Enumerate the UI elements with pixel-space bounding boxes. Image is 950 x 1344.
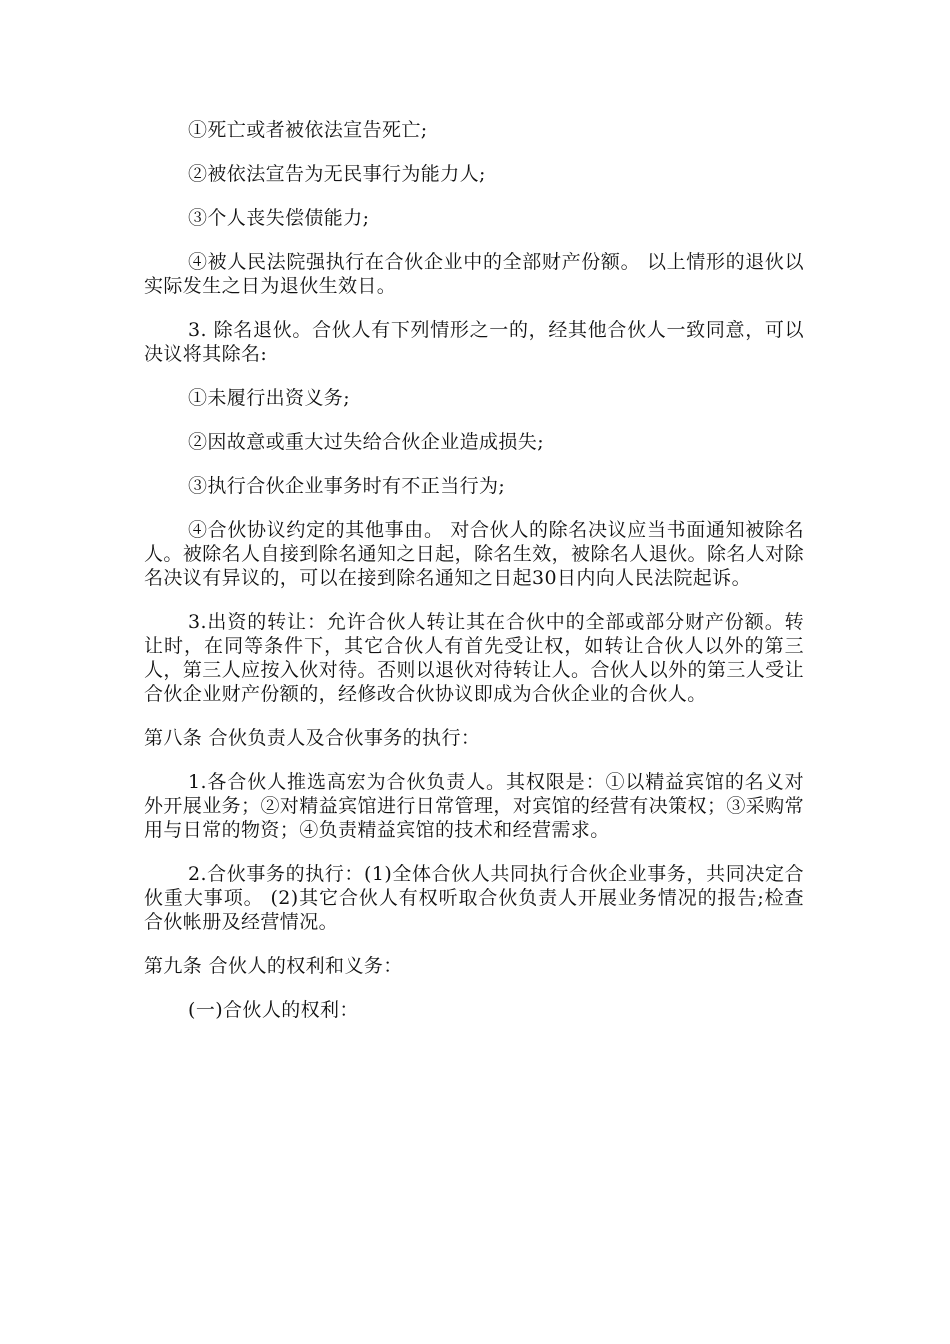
clause-partner-rights: (一)合伙人的权利： bbox=[188, 999, 359, 1021]
clause-item-enforcement: ④被人民法院强执行在合伙企业中的全部财产份额。 以上情形的退伙以实际发生之日为退伙生效日。 bbox=[144, 251, 804, 297]
clause-affairs-execution: 2.合伙事务的执行：(1)全体合伙人共同执行合伙企业事务，共同决定合伙重大事项。 (2)其它合伙人有权听取合伙负责人开展业务情况的报告;检查合伙帐册及经营情况。 bbox=[144, 863, 804, 933]
clause-partner-in-charge: 1.各合伙人推选高宏为合伙负责人。其权限是：①以精益宾馆的名义对外开展业务；②对精益宾馆进行日常管理，对宾馆的经营有决策权；③采购常用与日常的物资；④负责精益宾馆的技术和经营需求。 bbox=[144, 771, 804, 841]
clause-item-misconduct: ③执行合伙企业事务时有不正当行为; bbox=[188, 475, 506, 497]
clause-item-incapacity: ②被依法宣告为无民事行为能力人; bbox=[188, 163, 486, 185]
article-9-heading: 第九条 合伙人的权利和义务： bbox=[144, 955, 403, 977]
clause-item-no-contribution: ①未履行出资义务; bbox=[188, 387, 351, 409]
clause-capital-transfer: 3.出资的转让：允许合伙人转让其在合伙中的全部或部分财产份额。转让时，在同等条件下，其它合伙人有首先受让权，如转让合伙人以外的第三人，第三人应按入伙对待。否则以退伙对待转让人。合伙人以外的第三人受让合伙企业财产份额的，经修改合伙协议即成为合伙企业的合伙人。 bbox=[144, 611, 804, 705]
document-body bbox=[144, 118, 804, 1042]
clause-item-insolvency: ③个人丧失偿债能力; bbox=[188, 207, 370, 229]
clause-item-losses: ②因故意或重大过失给合伙企业造成损失; bbox=[188, 431, 545, 453]
clause-item-other-reasons: ④合伙协议约定的其他事由。 对合伙人的除名决议应当书面通知被除名人。被除名人自接到除名通知之日起，除名生效，被除名人退伙。除名人对除名决议有异议的，可以在接到除名通知之日起30日内向人民法院起诉。 bbox=[144, 519, 804, 589]
article-8-heading: 第八条 合伙负责人及合伙事务的执行： bbox=[144, 727, 481, 749]
clause-expulsion-withdrawal: 3. 除名退伙。合伙人有下列情形之一的，经其他合伙人一致同意，可以决议将其除名: bbox=[144, 319, 804, 365]
clause-item-death: ①死亡或者被依法宣告死亡; bbox=[188, 119, 428, 141]
